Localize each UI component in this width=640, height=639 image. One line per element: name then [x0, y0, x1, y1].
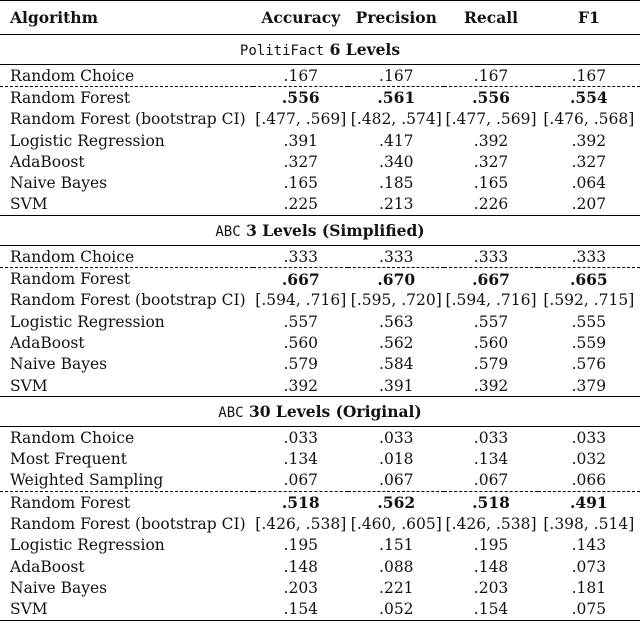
recall-value: .667 — [444, 268, 537, 290]
accuracy-value: .518 — [253, 492, 348, 514]
section-label: 30 Levels (Original) — [248, 402, 422, 422]
precision-value: .088 — [379, 557, 414, 576]
algorithm-name: Naive Bayes — [10, 578, 108, 597]
algorithm-name: Logistic Regression — [10, 312, 165, 331]
accuracy-value: .327 — [283, 152, 319, 171]
header-algorithm: Algorithm — [0, 1, 253, 35]
accuracy-value: .557 — [283, 312, 319, 331]
algorithm-name: SVM — [0, 599, 253, 621]
algorithm-name: Random Choice — [10, 66, 135, 85]
algorithm-name: SVM — [10, 376, 48, 395]
f1-value: [.476, .568] — [543, 110, 635, 129]
recall-value: .579 — [473, 355, 509, 374]
precision-value: [.482, .574] — [350, 110, 442, 129]
header-accuracy: Accuracy — [253, 1, 348, 35]
algorithm-name: Random Choice — [10, 247, 135, 266]
precision-value: .340 — [379, 152, 414, 171]
algorithm-name: Logistic Regression — [10, 536, 165, 555]
table-row — [0, 332, 640, 353]
table-row — [0, 470, 640, 492]
algorithm-name: Weighted Sampling — [10, 471, 164, 490]
algorithm-name: Logistic Regression — [10, 131, 165, 150]
header-f1: F1 — [538, 1, 640, 35]
accuracy-value: [.477, .569] — [255, 110, 347, 129]
algorithm-name: AdaBoost — [10, 152, 85, 171]
header-row — [0, 1, 640, 35]
table-row — [0, 268, 640, 290]
section-header — [0, 35, 640, 65]
section-header — [0, 397, 640, 427]
table-body — [0, 35, 640, 621]
algorithm-name: Random Forest — [0, 492, 253, 514]
f1-value: .665 — [538, 268, 640, 290]
recall-value: .557 — [473, 312, 509, 331]
precision-value: .333 — [379, 247, 414, 266]
table-row — [0, 448, 640, 469]
precision-value: [.460, .605] — [350, 514, 442, 533]
accuracy-value: .391 — [283, 131, 319, 150]
accuracy-value: .560 — [283, 333, 319, 352]
precision-value: .562 — [348, 492, 444, 514]
f1-value: .207 — [571, 195, 607, 214]
precision-value: .052 — [348, 599, 444, 621]
f1-value: .075 — [538, 599, 640, 621]
f1-value: .073 — [571, 557, 607, 576]
precision-value: .033 — [379, 428, 414, 447]
table-row — [0, 577, 640, 598]
accuracy-value: .333 — [283, 247, 319, 266]
f1-value: .379 — [571, 376, 607, 395]
recall-value: [.426, .538] — [445, 514, 537, 533]
table-row — [0, 246, 640, 268]
recall-value: .195 — [473, 536, 509, 555]
recall-value: [.594, .716] — [445, 291, 537, 310]
recall-value: .327 — [473, 152, 509, 171]
precision-value: .213 — [379, 195, 414, 214]
recall-value: .134 — [473, 450, 509, 469]
recall-value: .560 — [473, 333, 509, 352]
dataset-name: PolitiFact — [239, 43, 325, 59]
algorithm-name: Naive Bayes — [10, 174, 108, 193]
table-row — [0, 535, 640, 556]
recall-value: .518 — [444, 492, 537, 514]
precision-value: .584 — [379, 355, 414, 374]
recall-value: .167 — [473, 66, 509, 85]
recall-value: .392 — [473, 131, 509, 150]
precision-value: .563 — [379, 312, 414, 331]
table-row — [0, 151, 640, 172]
f1-value: .032 — [571, 450, 607, 469]
algorithm-name: SVM — [10, 195, 48, 214]
recall-value: [.477, .569] — [445, 110, 537, 129]
dataset-name: ABC — [218, 405, 244, 422]
accuracy-value: [.594, .716] — [255, 291, 347, 310]
table-row — [0, 109, 640, 130]
algorithm-name: Random Choice — [10, 428, 135, 447]
header-precision: Precision — [348, 1, 444, 35]
precision-value: [.595, .720] — [350, 291, 442, 310]
f1-value: .559 — [571, 333, 607, 352]
f1-value: .033 — [571, 428, 607, 447]
f1-value: .555 — [571, 312, 607, 331]
algorithm-name: AdaBoost — [10, 557, 85, 576]
table-row — [0, 172, 640, 193]
accuracy-value: .195 — [283, 536, 319, 555]
accuracy-value: .134 — [283, 450, 319, 469]
algorithm-name: Random Forest (bootstrap CI) — [10, 110, 246, 129]
f1-value: .491 — [538, 492, 640, 514]
table-row — [0, 492, 640, 514]
precision-value: .018 — [379, 450, 414, 469]
recall-value: .203 — [473, 578, 509, 597]
table-row — [0, 556, 640, 577]
precision-value: .562 — [379, 333, 414, 352]
f1-value: .143 — [571, 536, 607, 555]
recall-value: .226 — [473, 195, 509, 214]
table-row — [0, 354, 640, 375]
section-title — [0, 397, 640, 427]
section-title — [0, 35, 640, 65]
recall-value: .154 — [444, 599, 537, 621]
recall-value: .556 — [444, 87, 537, 109]
accuracy-value: .167 — [283, 66, 319, 85]
accuracy-value: .556 — [253, 87, 348, 109]
algorithm-name: Naive Bayes — [10, 355, 108, 374]
algorithm-name: Random Forest (bootstrap CI) — [10, 291, 246, 310]
precision-value: .067 — [379, 471, 414, 490]
table-row — [0, 194, 640, 216]
f1-value: .554 — [538, 87, 640, 109]
precision-value: .391 — [379, 376, 414, 395]
f1-value: .327 — [571, 152, 607, 171]
table-row — [0, 375, 640, 397]
accuracy-value: .203 — [283, 578, 319, 597]
accuracy-value: .033 — [283, 428, 319, 447]
recall-value: .033 — [473, 428, 509, 447]
section-title — [0, 216, 640, 246]
recall-value: .148 — [473, 557, 509, 576]
table-row — [0, 427, 640, 449]
recall-value: .067 — [473, 471, 509, 490]
precision-value: .221 — [379, 578, 414, 597]
recall-value: .165 — [473, 174, 509, 193]
precision-value: .561 — [348, 87, 444, 109]
accuracy-value: .067 — [283, 471, 319, 490]
precision-value: .417 — [379, 131, 414, 150]
algorithm-name: Random Forest (bootstrap CI) — [10, 514, 246, 533]
f1-value: .181 — [571, 578, 607, 597]
accuracy-value: .667 — [253, 268, 348, 290]
precision-value: .670 — [348, 268, 444, 290]
f1-value: [.398, .514] — [543, 514, 635, 533]
f1-value: .066 — [571, 471, 607, 490]
accuracy-value: .392 — [283, 376, 319, 395]
precision-value: .167 — [379, 66, 414, 85]
algorithm-name: AdaBoost — [10, 333, 85, 352]
accuracy-value: .165 — [283, 174, 319, 193]
algorithm-name: Most Frequent — [10, 450, 127, 469]
table-row — [0, 513, 640, 534]
recall-value: .333 — [473, 247, 509, 266]
table-row — [0, 290, 640, 311]
accuracy-value: .579 — [283, 355, 319, 374]
section-label: 6 Levels — [329, 40, 401, 59]
accuracy-value: .148 — [283, 557, 319, 576]
f1-value: [.592, .715] — [543, 291, 635, 310]
f1-value: .576 — [571, 355, 607, 374]
accuracy-value: .225 — [283, 195, 319, 214]
algorithm-name: Random Forest — [0, 268, 253, 290]
accuracy-value: .154 — [253, 599, 348, 621]
f1-value: .167 — [571, 66, 607, 85]
f1-value: .064 — [571, 174, 607, 193]
section-header — [0, 216, 640, 246]
section-label: 3 Levels (Simplified) — [246, 221, 425, 241]
algorithm-name: Random Forest — [0, 87, 253, 109]
dataset-name: ABC — [215, 224, 241, 241]
precision-value: .151 — [379, 536, 414, 555]
table-row — [0, 65, 640, 87]
table-row — [0, 87, 640, 109]
header-recall: Recall — [444, 1, 537, 35]
accuracy-value: [.426, .538] — [255, 514, 347, 533]
table-row — [0, 130, 640, 151]
table-row — [0, 599, 640, 621]
recall-value: .392 — [473, 376, 509, 395]
precision-value: .185 — [379, 174, 414, 193]
table-row — [0, 311, 640, 332]
f1-value: .333 — [571, 247, 607, 266]
f1-value: .392 — [571, 131, 607, 150]
